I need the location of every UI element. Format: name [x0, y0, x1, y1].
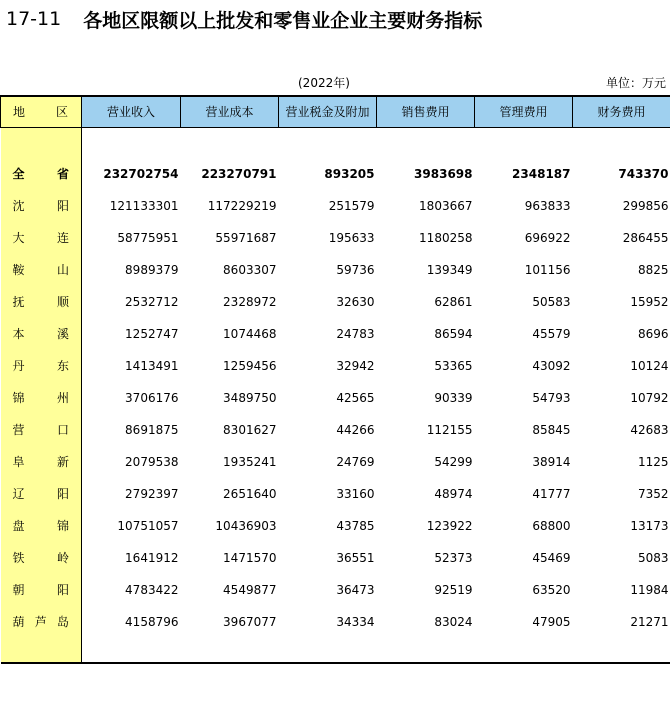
admin-expenses-cell: 85845: [532, 422, 571, 437]
selling-expenses-cell: 3983698: [414, 166, 473, 181]
financial-expenses-cell: 743370: [618, 166, 669, 181]
financial-expenses-cell: 5083: [637, 550, 669, 565]
region-cell: 朝阳: [1, 574, 82, 606]
taxes-surcharges-cell: 251579: [328, 198, 375, 213]
column-header-operating-cost: 营业成本: [181, 96, 279, 127]
table-row: [1, 574, 670, 606]
region-cell: 鞍山: [1, 254, 82, 286]
financial-indicators-table: [0, 95, 670, 664]
operating-revenue-cell: 2532712: [125, 294, 179, 309]
filler-row: [1, 638, 670, 663]
financial-expenses-cell: 8825: [637, 262, 669, 277]
operating-revenue-cell: 4783422: [125, 582, 179, 597]
financial-expenses-cell: 13173: [630, 518, 669, 533]
operating-cost-cell: 3967077: [223, 614, 277, 629]
total-row: [1, 158, 670, 190]
financial-expenses-cell: 11984: [630, 582, 669, 597]
region-cell: 营口: [1, 414, 82, 446]
taxes-surcharges-cell: 43785: [336, 518, 375, 533]
spacer-row: [1, 127, 670, 158]
table-number: 17-11: [6, 8, 62, 30]
taxes-surcharges-cell: 32630: [336, 294, 375, 309]
selling-expenses-cell: 83024: [434, 614, 473, 629]
region-cell: 丹东: [1, 350, 82, 382]
operating-revenue-cell: 2079538: [125, 454, 179, 469]
table-row: [1, 254, 670, 286]
page-title: 各地区限额以上批发和零售业企业主要财务指标: [83, 9, 483, 32]
admin-expenses-cell: 50583: [532, 294, 571, 309]
admin-expenses-cell: 63520: [532, 582, 571, 597]
operating-cost-cell: 1259456: [223, 358, 277, 373]
region-cell: 铁岭: [1, 542, 82, 574]
financial-expenses-cell: 286455: [622, 230, 669, 245]
table-row: [1, 606, 670, 638]
column-header-region: 地区: [1, 96, 82, 127]
financial-expenses-cell: 42683: [630, 422, 669, 437]
operating-revenue-cell: 4158796: [125, 614, 179, 629]
table-row: [1, 286, 670, 318]
admin-expenses-cell: 101156: [524, 262, 571, 277]
selling-expenses-cell: 112155: [426, 422, 473, 437]
region-cell: 沈阳: [1, 190, 82, 222]
financial-expenses-cell: 7352: [637, 486, 669, 501]
selling-expenses-cell: 123922: [426, 518, 473, 533]
taxes-surcharges-cell: 36551: [336, 550, 375, 565]
region-cell: 大连: [1, 222, 82, 254]
region-cell: 阜新: [1, 446, 82, 478]
column-header-taxes-surcharges: 营业税金及附加: [279, 96, 377, 127]
operating-cost-cell: 8603307: [223, 262, 277, 277]
table-body: [1, 127, 670, 663]
taxes-surcharges-cell: 59736: [336, 262, 375, 277]
operating-cost-cell: 2328972: [223, 294, 277, 309]
operating-cost-cell: 10436903: [215, 518, 277, 533]
financial-expenses-cell: 10124: [630, 358, 669, 373]
region-cell: 全省: [1, 158, 82, 190]
table-row: [1, 222, 670, 254]
operating-cost-cell: 4549877: [223, 582, 277, 597]
table-row: [1, 510, 670, 542]
region-cell: 葫芦岛: [1, 606, 82, 638]
table-row: [1, 318, 670, 350]
taxes-surcharges-cell: 195633: [328, 230, 375, 245]
selling-expenses-cell: 48974: [434, 486, 473, 501]
taxes-surcharges-cell: 24783: [336, 326, 375, 341]
selling-expenses-cell: 53365: [434, 358, 473, 373]
operating-cost-cell: 55971687: [215, 230, 277, 245]
taxes-surcharges-cell: 24769: [336, 454, 375, 469]
region-cell: 抚顺: [1, 286, 82, 318]
operating-cost-cell: 8301627: [223, 422, 277, 437]
selling-expenses-cell: 54299: [434, 454, 473, 469]
taxes-surcharges-cell: 32942: [336, 358, 375, 373]
admin-expenses-cell: 54793: [532, 390, 571, 405]
table-row: [1, 350, 670, 382]
operating-revenue-cell: 8691875: [125, 422, 179, 437]
operating-revenue-cell: 58775951: [117, 230, 179, 245]
financial-expenses-cell: 299856: [622, 198, 669, 213]
table-row: [1, 190, 670, 222]
admin-expenses-cell: 47905: [532, 614, 571, 629]
region-cell: 辽阳: [1, 478, 82, 510]
selling-expenses-cell: 62861: [434, 294, 473, 309]
financial-expenses-cell: 15952: [630, 294, 669, 309]
admin-expenses-cell: 2348187: [512, 166, 571, 181]
selling-expenses-cell: 86594: [434, 326, 473, 341]
operating-revenue-cell: 232702754: [103, 166, 179, 181]
operating-revenue-cell: 8989379: [125, 262, 179, 277]
admin-expenses-cell: 696922: [524, 230, 571, 245]
selling-expenses-cell: 139349: [426, 262, 473, 277]
taxes-surcharges-cell: 36473: [336, 582, 375, 597]
operating-cost-cell: 117229219: [207, 198, 277, 213]
financial-expenses-cell: 1125: [637, 454, 669, 469]
column-header-admin-expenses: 管理费用: [475, 96, 573, 127]
table-row: [1, 414, 670, 446]
table-row: [1, 382, 670, 414]
financial-expenses-cell: 8696: [637, 326, 669, 341]
admin-expenses-cell: 43092: [532, 358, 571, 373]
operating-cost-cell: 1471570: [223, 550, 277, 565]
operating-revenue-cell: 3706176: [125, 390, 179, 405]
selling-expenses-cell: 52373: [434, 550, 473, 565]
operating-revenue-cell: 10751057: [117, 518, 179, 533]
region-cell: 锦州: [1, 382, 82, 414]
table-row: [1, 542, 670, 574]
operating-revenue-cell: 121133301: [109, 198, 179, 213]
header-row: [1, 96, 670, 127]
financial-expenses-cell: 21271: [630, 614, 669, 629]
operating-revenue-cell: 1413491: [125, 358, 179, 373]
operating-revenue-cell: 2792397: [125, 486, 179, 501]
table-header: [1, 96, 670, 127]
selling-expenses-cell: 1803667: [419, 198, 473, 213]
operating-cost-cell: 1074468: [223, 326, 277, 341]
table-row: [1, 478, 670, 510]
unit-note: 单位：万元: [605, 76, 666, 90]
column-header-selling-expenses: 销售费用: [377, 96, 475, 127]
admin-expenses-cell: 68800: [532, 518, 571, 533]
operating-cost-cell: 3489750: [223, 390, 277, 405]
year-note: (2022年): [298, 76, 350, 90]
table-row: [1, 446, 670, 478]
selling-expenses-cell: 1180258: [419, 230, 473, 245]
admin-expenses-cell: 963833: [524, 198, 571, 213]
taxes-surcharges-cell: 42565: [336, 390, 375, 405]
operating-revenue-cell: 1641912: [125, 550, 179, 565]
operating-cost-cell: 223270791: [201, 166, 277, 181]
column-header-operating-revenue: 营业收入: [82, 96, 181, 127]
operating-cost-cell: 1935241: [223, 454, 277, 469]
operating-revenue-cell: 1252747: [125, 326, 179, 341]
taxes-surcharges-cell: 33160: [336, 486, 375, 501]
taxes-surcharges-cell: 44266: [336, 422, 375, 437]
taxes-surcharges-cell: 893205: [324, 166, 375, 181]
admin-expenses-cell: 45469: [532, 550, 571, 565]
admin-expenses-cell: 41777: [532, 486, 571, 501]
title-block: [6, 5, 482, 33]
operating-cost-cell: 2651640: [223, 486, 277, 501]
column-header-financial-expenses: 财务费用: [573, 96, 670, 127]
admin-expenses-cell: 38914: [532, 454, 571, 469]
region-cell: 本溪: [1, 318, 82, 350]
financial-expenses-cell: 10792: [630, 390, 669, 405]
selling-expenses-cell: 90339: [434, 390, 473, 405]
taxes-surcharges-cell: 34334: [336, 614, 375, 629]
admin-expenses-cell: 45579: [532, 326, 571, 341]
region-cell: 盘锦: [1, 510, 82, 542]
selling-expenses-cell: 92519: [434, 582, 473, 597]
